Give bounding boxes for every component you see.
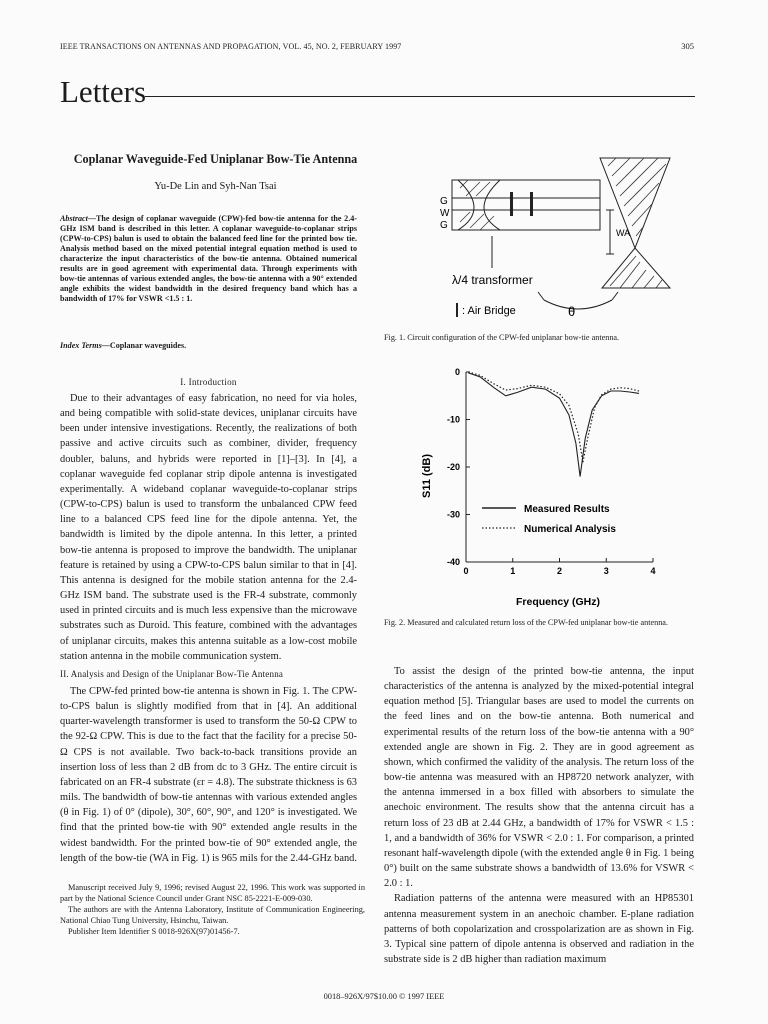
fig2-return-loss-chart <box>408 362 698 612</box>
abstract-text: The design of coplanar waveguide (CPW)-fed bow-tie antenna for the 2.4-GHz ISM band is described in this letter. A coplanar waveguide-to-coplanar strips (CPW-to-CPS) balun is used to obtain the balanced feed line for the printed bow tie. Analysis method based on the mixed potential integral equation method is used to characterize the input characteristics of the bow-tie antenna. Obtained numerical results are in good agreement with experimental data. Through experiments with bow-tie antennas of various extended angles, the bow-tie antenna with a 90° extended angle exhibits the widest bandwidth in the desired frequency band which has a bandwidth of 17% for VSWR <1.5 : 1. <box>60 214 357 303</box>
y-tick-label: -20 <box>446 462 460 472</box>
right-column-body <box>384 664 694 967</box>
fig1-circuit-diagram <box>440 150 700 330</box>
fig1-caption: Fig. 1. Circuit configuration of the CPW-fed uniplanar bow-tie antenna. <box>384 333 620 342</box>
theta-arc <box>544 300 612 309</box>
journal-header: IEEE TRANSACTIONS ON ANTENNAS AND PROPAGATION, VOL. 45, NO. 2, FEBRUARY 1997 <box>60 42 402 51</box>
footnotes <box>60 883 365 938</box>
bowtie-lower-hatch <box>610 256 662 288</box>
legend-numerical-label: Numerical Analysis <box>524 524 616 535</box>
series-line-numerical <box>468 372 639 462</box>
footnote-publisher-id: Publisher Item Identifier S 0018-926X(97)01456-7. <box>68 926 240 936</box>
label-g-bottom: G <box>440 220 448 231</box>
y-tick-label: -30 <box>446 509 460 520</box>
chart-x-axis-label: Frequency (GHz) <box>515 596 601 608</box>
x-tick-label: 0 <box>463 566 469 576</box>
section2-heading: II. Analysis and Design of the Uniplanar Bow-Tie Antenna <box>60 669 284 679</box>
abstract <box>60 214 357 304</box>
right-paragraph-analysis: To assist the design of the printed bow-tie antenna, the input characteristics of the antenna is analyzed by the mixed-potential integral equation method [5]. Triangular bases are used to model the currents on the feed lines and on the bow-tie antenna. Both numerical and experimental results of the return loss of the bow-tie antenna with a 90° extended angle are shown in Fig. 2. They are in good agreement as shown, which confirmed the validity of the analysis. The return loss of the bow-tie antenna was measured with an HP8720 network analyzer, with the antenna immersed in a box filled with absorbers to simulate the anechoic environment. The results show that the antenna circuit has a return loss of 23 dB at 2.44 GHz, a bandwidth of 17% for VSWR < 1.5 : 1, and a bandwidth of 36% for VSWR < 2.0 : 1. For comparison, a printed resonant half-wavelength dipole (with the extended angle θ in Fig. 1 being 0°) built on the same substrate shows a bandwidth of 13.6% for VSWR < 2.0 : 1. <box>384 666 694 890</box>
authors: Yu-De Lin and Syh-Nan Tsai <box>154 181 277 192</box>
index-terms-label: Index Terms— <box>60 341 110 350</box>
section2-paragraph: The CPW-fed printed bow-tie antenna is shown in Fig. 1. The CPW-to-CPS balun is slightly modified from that in [4]. An additional quarter-wavelength transformer is used to transform the 50-Ω CPW to the 92-Ω CPW. This is due to the fact that the facility for a precise 50-Ω CPS is not available. Two back-to-back transitions provide an insertion loss of less than 2 dB from dc to 3 GHz. The entire circuit is fabricated on an FR-4 substrate (εr = 4.8). The substrate thickness is 63 mils. The bandwidth of bow-tie antennas with various extended angles (θ in Fig. 1) of 0° (dipole), 30°, 60°, 90°, and 120° is investigated. We find that the printed bow-tie with 90° extended angle results in the widest bandwidth. For the printed bow-tie of 90° extended angle, the length of the bow-tie (WA in Fig. 1) is 965 mils for the 2.44-GHz band. <box>60 686 357 864</box>
intro-body <box>60 391 357 664</box>
fig2-caption: Fig. 2. Measured and calculated return loss of the CPW-fed uniplanar bow-tie antenna. <box>384 618 668 627</box>
title-rule <box>145 96 695 97</box>
label-transformer: λ/4 transformer <box>452 273 533 287</box>
section-title: Letters <box>60 74 147 109</box>
intro-heading: I. Introduction <box>180 377 237 387</box>
x-tick-label: 3 <box>603 566 609 576</box>
label-air-bridge: : Air Bridge <box>462 305 516 317</box>
y-tick-label: 0 <box>454 367 460 377</box>
series-line-measured <box>468 373 639 477</box>
copyright-footer: 0018–926X/97$10.00 © 1997 IEEE <box>323 992 445 1001</box>
label-w: W <box>440 208 450 219</box>
index-terms-text: Coplanar waveguides. <box>109 341 187 350</box>
balun-curve-right <box>484 180 500 230</box>
x-tick-label: 1 <box>510 566 516 576</box>
intro-paragraph: Due to their advantages of easy fabrication, no need for via holes, and being compatible with solid-state devices, uniplanar circuits have been under intensive investigations. Recently, the realizations of both passive and active circuits such as combiner, divider, frequency doubler, baluns, and hybrids were reported in [1]–[3]. In [4], a coplanar waveguide fed coplanar strip dipole antenna is investigated experimentally. A wideband coplanar waveguide-to-coplanar strips (CPW-to-CPS) balun is used to transform the unbalanced CPW feed line to a balanced CPS feed line for the dipole antenna. Yet, the bandwidth is limited by the dipole antenna. In this letter, a printed bow-tie antenna is proposed to improve the bandwidth. The uniplanar feature is retained by using a CPW-to-CPS balun similar to that in [4]. This antenna is designed for the mobile station antenna for the 2.4-GHz ISM band. The substrate used is the FR-4 substrate, commonly used in printed circuits and is much less expensive than the microwave substrates such as Duroid. This feature, combined with the advantages of uniplanar circuits, makes this antenna suitable as a low-cost mobile station antenna in the mobile communication system. <box>60 393 357 662</box>
bowtie-upper-hatch <box>608 158 666 236</box>
index-terms <box>60 341 357 350</box>
footnote-manuscript: Manuscript received July 9, 1996; revised August 22, 1996. This work was supported in part by the National Science Council under Grant NSC 85-2221-E-009-030. <box>60 883 365 903</box>
chart-ticks <box>447 367 656 576</box>
section2-body <box>60 684 357 866</box>
page-number: 305 <box>681 41 694 51</box>
right-paragraph-radiation: Radiation patterns of the antenna were measured with an HP85301 antenna measurement system in an anechoic chamber. E-plane radiation patterns of both copolarization and crosspolarization are as shown in Fig. 3. Typical sine pattern of dipole antenna is observed and radiation in the substrate side is 2 dB higher than radiation maximum <box>384 893 694 965</box>
air-bridge-2 <box>530 192 533 216</box>
air-bridge-legend-mark <box>456 303 458 317</box>
chart-y-axis-label: S11 (dB) <box>421 453 433 499</box>
y-tick-label: -10 <box>446 414 460 425</box>
x-tick-label: 4 <box>650 566 656 576</box>
chart-series <box>468 372 639 477</box>
abstract-label: Abstract— <box>60 214 96 223</box>
x-tick-label: 2 <box>556 566 563 576</box>
label-theta: θ <box>568 304 576 319</box>
y-tick-label: -40 <box>446 557 460 567</box>
legend-measured-label: Measured Results <box>524 504 610 515</box>
label-wa: WA <box>616 228 631 238</box>
chart-legend <box>482 504 616 535</box>
label-g-top: G <box>440 196 448 207</box>
air-bridge-1 <box>510 192 513 216</box>
footnote-affiliation: The authors are with the Antenna Laboratory, Institute of Communication Engineering, National Chiao Tung University, Hsinchu, Taiwan. <box>60 904 365 925</box>
paper-title: Coplanar Waveguide-Fed Uniplanar Bow-Tie Antenna <box>73 152 358 166</box>
